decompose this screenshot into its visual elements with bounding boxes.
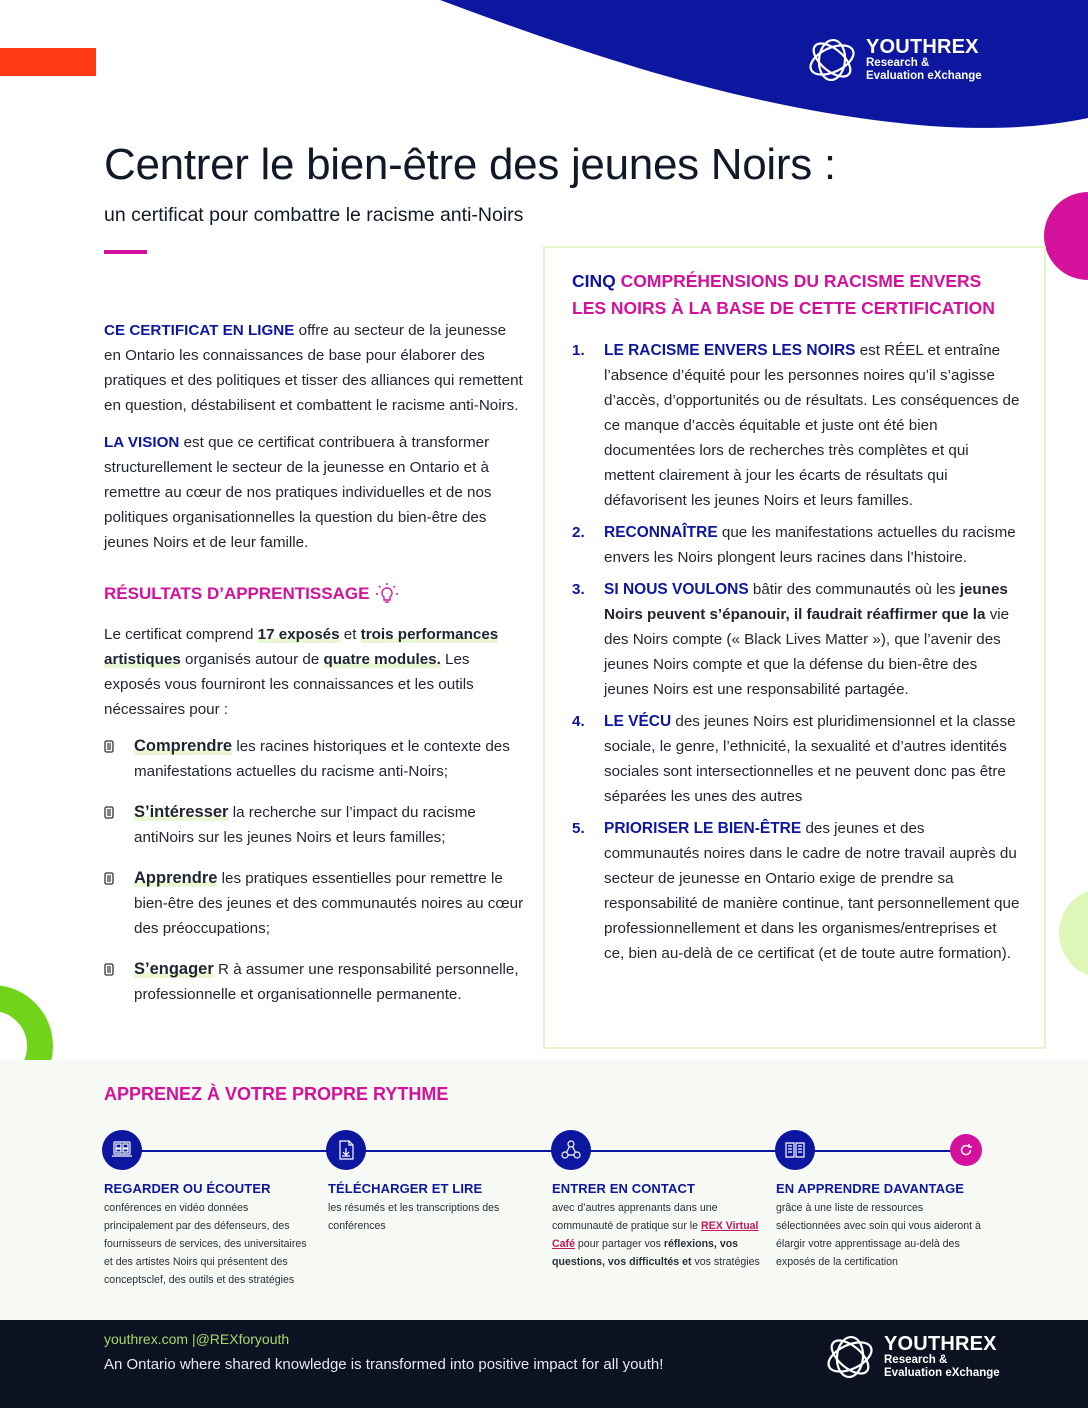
five-understandings-box xyxy=(543,246,1046,1049)
step-text-part: avec d’autres apprenants dans une communauté de pratique sur le xyxy=(552,1202,718,1232)
intro-paragraph-1 xyxy=(104,318,524,418)
footer-separator: | xyxy=(191,1331,196,1347)
red-accent-bar xyxy=(0,48,96,76)
page-title: Centrer le bien-être des jeunes Noirs : xyxy=(104,140,836,189)
item-keyword: Apprendre xyxy=(134,869,218,887)
left-column xyxy=(104,318,524,1023)
outcomes-list xyxy=(104,734,524,1007)
brand-name: YOUTHREX xyxy=(866,36,979,58)
footer-links xyxy=(104,1331,289,1347)
highlight-performances: trois performances artistiques xyxy=(104,626,499,668)
item-number: 5. xyxy=(572,820,585,837)
highlight-talks: 17 exposés xyxy=(257,626,340,643)
outcomes-intro-text: organisés autour de xyxy=(180,651,324,668)
orbit-logo-icon xyxy=(824,1331,876,1383)
item-text: R à assumer une responsabilité personnelle, professionnelle et organisationnelle permanente. xyxy=(134,961,519,1003)
item-keyword: Comprendre xyxy=(134,737,233,755)
step-text-part: pour partager vos xyxy=(574,1238,664,1250)
list-item xyxy=(572,816,1020,966)
magenta-half-circle xyxy=(1044,192,1088,280)
outcomes-heading xyxy=(104,581,524,606)
item-bold-text: jeunes Noirs peuvent s’épanouir, il faudrait réaffirmer que la xyxy=(604,581,1008,623)
brand-line-1: Research & xyxy=(866,57,930,69)
timeline-line xyxy=(120,1150,968,1152)
step-download-read xyxy=(328,1181,538,1235)
item-text: les racines historiques et le contexte des manifestations actuelles du racisme anti-Noirs; xyxy=(134,738,510,780)
step-title: REGARDER OU ÉCOUTER xyxy=(104,1181,271,1196)
social-handle-link[interactable]: @REXforyouth xyxy=(195,1331,290,1347)
network-people-icon xyxy=(551,1130,591,1170)
item-number: 4. xyxy=(572,713,585,730)
title-underline xyxy=(104,250,147,254)
list-item xyxy=(104,734,524,784)
item-number: 3. xyxy=(572,581,585,598)
list-item xyxy=(104,957,524,1007)
step-connect xyxy=(552,1181,762,1271)
outcomes-heading-text: RÉSULTATS D’APPRENTISSAGE xyxy=(104,584,370,603)
video-grid-icon xyxy=(102,1130,142,1170)
step-text xyxy=(552,1199,762,1271)
list-item xyxy=(572,338,1020,513)
brand-name: YOUTHREX xyxy=(884,1333,997,1355)
item-lead: LE RACISME ENVERS LES NOIRS xyxy=(604,342,856,359)
step-text-bold: réflexions, vos questions, vos difficultés et xyxy=(552,1238,739,1268)
bullet-icon xyxy=(104,740,114,753)
intro-text-2: est que ce certificat contribuera à transformer structurellement le secteur de la jeunesse en Ontario et à remettre au cœur de nos pratiques individuelles et de nos politiques organisationnelles la question du bien-être des jeunes Noirs et de leur famille. xyxy=(104,434,492,551)
step-text: les résumés et les transcriptions des conférences xyxy=(328,1202,500,1232)
lightbulb-icon xyxy=(375,582,399,606)
outcomes-intro-text: et xyxy=(339,626,361,643)
step-title: TÉLÉCHARGER ET LIRE xyxy=(328,1181,483,1196)
open-book-icon xyxy=(775,1130,815,1170)
pace-heading: APPRENEZ À VOTRE PROPRE RYTHME xyxy=(104,1084,449,1104)
item-lead: RECONNAÎTRE xyxy=(604,524,718,541)
header-logo[interactable] xyxy=(806,34,982,86)
refresh-icon[interactable] xyxy=(950,1134,982,1166)
list-item xyxy=(572,520,1020,570)
outcomes-intro xyxy=(104,622,524,722)
step-text: conférences en vidéo données principalement par des défenseurs, des fournisseurs de services, des universitaires et des artistes Noirs qui présentent des conceptsclef, des outils et des stratégies xyxy=(104,1202,307,1286)
item-text: est RÉEL et entraîne l’absence d’équité pour les personnes noires qu’il s’agisse d’accès, d’opportunités ou de résultats. Les conséquences de ce manque d’accès équitable et juste ont été bien documentées lors de recherches très complètes et qui mettent clairement à jour les écarts de résultats qui défavorisent les jeunes Noirs et leurs familles. xyxy=(604,342,1020,509)
orbit-logo-icon xyxy=(806,34,858,86)
step-learn-more xyxy=(776,1181,986,1271)
item-text: la recherche sur l’impact du racisme antiNoirs sur les jeunes Noirs et leurs familles; xyxy=(134,804,476,846)
rex-virtual-cafe-link[interactable]: REX Virtual Café xyxy=(552,1220,759,1250)
brand-line-1: Research & xyxy=(884,1354,948,1366)
item-lead: LE VÉCU xyxy=(604,713,672,730)
intro-text-1: offre au secteur de la jeunesse en Ontario les connaissances de base pour élaborer des pratiques et des politiques et tisser des alliances qui remettent en question, déstabilisent et combattent le racisme anti-Noirs. xyxy=(104,322,523,414)
item-text: les pratiques essentielles pour remettre le bien-être des jeunes et des communautés noires au cœur des préoccupations; xyxy=(134,870,524,937)
lime-half-circle xyxy=(1058,888,1088,978)
highlight-modules: quatre modules. xyxy=(323,651,441,668)
step-title: ENTRER EN CONTACT xyxy=(552,1181,696,1196)
page-subtitle: un certificat pour combattre le racisme anti-Noirs xyxy=(104,204,524,226)
intro-lead-2: LA VISION xyxy=(104,434,180,451)
list-item xyxy=(572,709,1020,809)
outcomes-intro-text: Le certificat comprend xyxy=(104,626,258,643)
outcomes-intro-text: Les exposés vous fourniront les connaissances et les outils nécessaires pour : xyxy=(104,651,474,718)
footer-tagline: An Ontario where shared knowledge is transformed into positive impact for all youth! xyxy=(104,1356,664,1373)
box-title xyxy=(572,268,1020,322)
item-text: vie des Noirs compte (« Black Lives Matter »), que l’avenir des jeunes Noirs compte et que la défense du bien-être des jeunes Noirs est une responsabilité partagée. xyxy=(604,606,1010,698)
brand-line-2: Evaluation eXchange xyxy=(884,1367,1000,1379)
intro-lead-1: CE CERTIFICAT EN LIGNE xyxy=(104,322,295,339)
item-text: des jeunes et des communautés noires dans le cadre de notre travail auprès du secteur de jeunesse en Ontario exige de prendre sa responsabilité de manière continue, tant personnellement que professionnellement et dans les organismes/entreprises et ce, bien au-delà de ce certificat (et de toute autre formation). xyxy=(604,820,1020,962)
item-text: que les manifestations actuelles du racisme envers les Noirs plongent leurs racines dans l’histoire. xyxy=(604,524,1016,566)
box-title-rest: COMPRÉHENSIONS DU RACISME ENVERS LES NOIRS À LA BASE DE CETTE CERTIFICATION xyxy=(572,271,995,318)
brand-line-2: Evaluation eXchange xyxy=(866,70,982,82)
item-keyword: S’intéresser xyxy=(134,803,229,821)
step-title: EN APPRENDRE DAVANTAGE xyxy=(776,1181,965,1196)
item-lead: PRIORISER LE BIEN-ÊTRE xyxy=(604,820,802,837)
step-text: grâce à une liste de ressources sélectionnées avec soin qui vous aideront à élargir votre apprentissage au-delà des exposés de la certification xyxy=(776,1202,981,1268)
list-item xyxy=(104,866,524,941)
intro-paragraph-2 xyxy=(104,430,524,555)
bullet-icon xyxy=(104,963,114,976)
step-watch-listen xyxy=(104,1181,314,1289)
bullet-icon xyxy=(104,806,114,819)
list-item xyxy=(104,800,524,850)
item-text: des jeunes Noirs est pluridimensionnel et la classe sociale, le genre, l’ethnicité, la sexualité et d’autres identités sociales sont intersectionnelles et ne peuvent donc pas être séparées les unes des autres xyxy=(604,713,1016,805)
bullet-icon xyxy=(104,872,114,885)
box-title-lead: CINQ xyxy=(572,271,616,291)
footer-logo[interactable] xyxy=(824,1331,1000,1383)
step-text-part: vos stratégies xyxy=(691,1256,760,1268)
item-text: bâtir des communautés où les xyxy=(748,581,960,598)
item-lead: SI NOUS VOULONS xyxy=(604,581,749,598)
item-number: 2. xyxy=(572,524,585,541)
item-number: 1. xyxy=(572,342,585,359)
item-keyword: S’engager xyxy=(134,960,214,978)
website-link[interactable]: youthrex.com xyxy=(104,1331,189,1347)
list-item xyxy=(572,577,1020,702)
understandings-list xyxy=(572,338,1020,966)
download-document-icon xyxy=(326,1130,366,1170)
